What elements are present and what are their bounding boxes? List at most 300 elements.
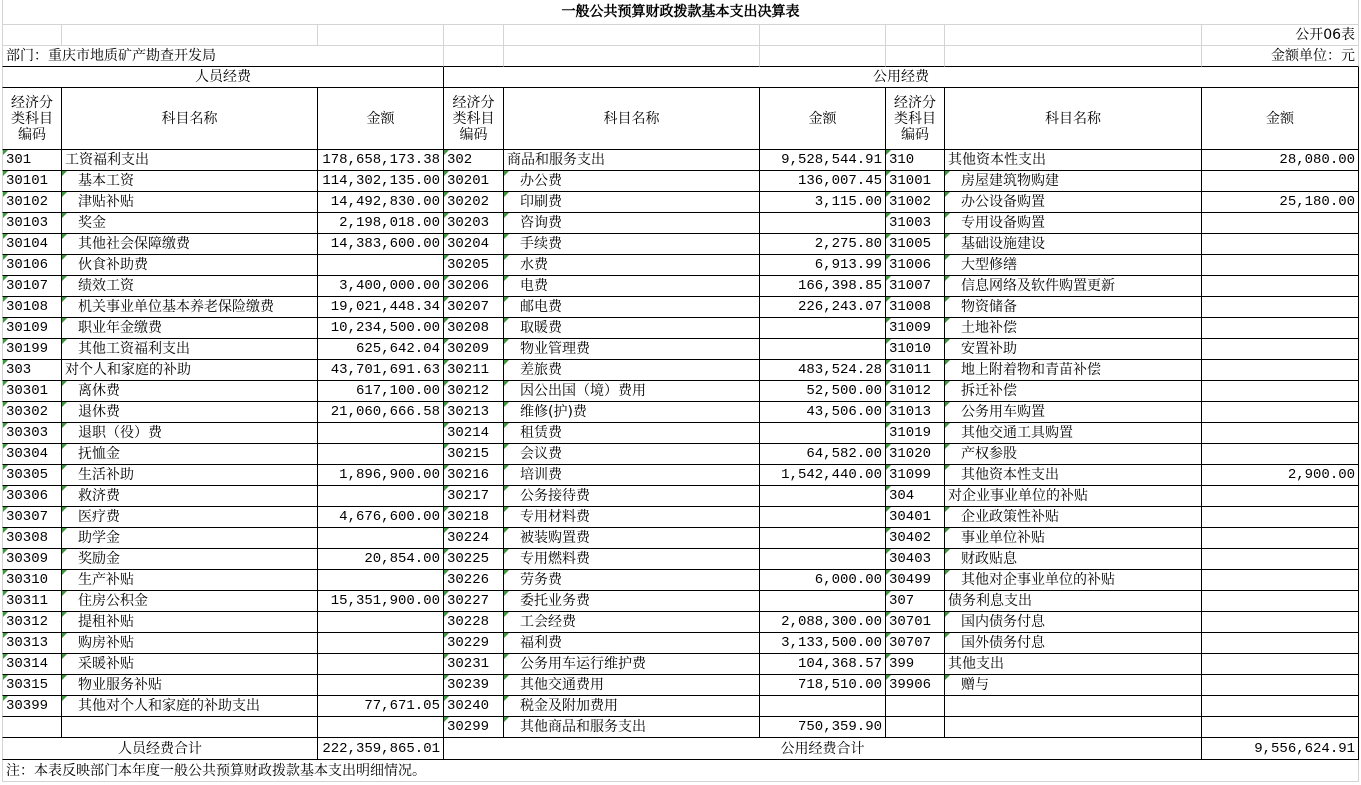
empty-cell bbox=[945, 25, 1202, 46]
public-b-code-cell: 31001 bbox=[886, 171, 945, 192]
empty-cell bbox=[318, 570, 444, 591]
public-a-name-cell: 专用燃料费 bbox=[504, 549, 760, 570]
empty-cell bbox=[886, 696, 945, 717]
public-b-name-cell: 大型修缮 bbox=[945, 255, 1202, 276]
public-a-name-cell: 被装购置费 bbox=[504, 528, 760, 549]
empty-cell bbox=[1202, 549, 1359, 570]
table-row bbox=[2, 633, 1359, 654]
empty-cell bbox=[760, 528, 886, 549]
public-a-amount-cell: 3,133,500.00 bbox=[760, 633, 886, 654]
public-b-name-cell: 债务利息支出 bbox=[945, 591, 1202, 612]
totals-row bbox=[2, 738, 1359, 760]
public-a-amount-cell: 6,000.00 bbox=[760, 570, 886, 591]
public-b-name-cell: 公务用车购置 bbox=[945, 402, 1202, 423]
empty-cell bbox=[318, 255, 444, 276]
public-b-name-cell: 其他对企事业单位的补贴 bbox=[945, 570, 1202, 591]
personnel-code-cell: 30399 bbox=[2, 696, 62, 717]
public-a-name-cell: 差旅费 bbox=[504, 360, 760, 381]
public-a-name-cell: 租赁费 bbox=[504, 423, 760, 444]
public-a-code-header bbox=[444, 88, 504, 150]
empty-cell bbox=[1202, 381, 1359, 402]
personnel-amount-cell: 14,383,600.00 bbox=[318, 234, 444, 255]
public-b-code-cell: 310 bbox=[886, 150, 945, 171]
personnel-code-cell: 30104 bbox=[2, 234, 62, 255]
public-a-amount-cell: 52,500.00 bbox=[760, 381, 886, 402]
empty-cell bbox=[1202, 591, 1359, 612]
table-row bbox=[2, 675, 1359, 696]
public-b-name-cell: 基础设施建设 bbox=[945, 234, 1202, 255]
public-a-name-cell: 工会经费 bbox=[504, 612, 760, 633]
public-a-name-cell: 取暖费 bbox=[504, 318, 760, 339]
table-row bbox=[2, 360, 1359, 381]
empty-cell bbox=[318, 444, 444, 465]
public-b-code-cell: 31005 bbox=[886, 234, 945, 255]
public-a-name-cell: 专用材料费 bbox=[504, 507, 760, 528]
public-a-code-cell: 30214 bbox=[444, 423, 504, 444]
empty-cell bbox=[760, 486, 886, 507]
public-a-amount-cell: 166,398.85 bbox=[760, 276, 886, 297]
public-a-code-cell: 30204 bbox=[444, 234, 504, 255]
code-header-label: 经济分类科目编码 bbox=[452, 94, 495, 143]
empty-cell bbox=[444, 46, 504, 67]
personnel-amount-cell: 2,198,018.00 bbox=[318, 213, 444, 234]
personnel-code-cell: 30315 bbox=[2, 675, 62, 696]
code-header-label: 经济分类科目编码 bbox=[894, 94, 936, 143]
table-row bbox=[2, 150, 1359, 171]
personnel-amount-cell: 617,100.00 bbox=[318, 381, 444, 402]
personnel-amount-cell: 3,400,000.00 bbox=[318, 276, 444, 297]
public-b-code-cell: 304 bbox=[886, 486, 945, 507]
public-b-name-cell: 国内债务付息 bbox=[945, 612, 1202, 633]
public-a-name-cell: 维修(护)费 bbox=[504, 402, 760, 423]
table-row bbox=[2, 234, 1359, 255]
empty-cell bbox=[1202, 633, 1359, 654]
public-b-code-header bbox=[886, 88, 945, 150]
public-a-name-cell: 商品和服务支出 bbox=[504, 150, 760, 171]
personnel-name-cell: 其他工资福利支出 bbox=[62, 339, 318, 360]
personnel-code-cell: 30109 bbox=[2, 318, 62, 339]
personnel-name-cell: 职业年金缴费 bbox=[62, 318, 318, 339]
public-b-name-cell: 专用设备购置 bbox=[945, 213, 1202, 234]
public-b-name-cell: 其他交通工具购置 bbox=[945, 423, 1202, 444]
personnel-name-cell: 救济费 bbox=[62, 486, 318, 507]
public-b-code-cell: 39906 bbox=[886, 675, 945, 696]
empty-cell bbox=[1202, 213, 1359, 234]
public-a-code-cell: 30212 bbox=[444, 381, 504, 402]
public-total-label: 公用经费合计 bbox=[444, 738, 1202, 760]
empty-cell bbox=[760, 507, 886, 528]
public-a-name-cell: 福利费 bbox=[504, 633, 760, 654]
empty-cell bbox=[2, 25, 62, 46]
public-b-code-cell: 30403 bbox=[886, 549, 945, 570]
department-row bbox=[2, 46, 1359, 67]
public-b-code-cell: 31010 bbox=[886, 339, 945, 360]
personnel-name-cell: 奖金 bbox=[62, 213, 318, 234]
public-b-name-cell: 其他资本性支出 bbox=[945, 150, 1202, 171]
table-body bbox=[2, 150, 1359, 738]
public-a-name-cell: 因公出国（境）费用 bbox=[504, 381, 760, 402]
table-row bbox=[2, 171, 1359, 192]
sheet-header bbox=[2, 0, 1359, 150]
public-a-name-cell: 其他交通费用 bbox=[504, 675, 760, 696]
personnel-code-cell: 30307 bbox=[2, 507, 62, 528]
personnel-code-cell: 30303 bbox=[2, 423, 62, 444]
public-b-code-cell: 307 bbox=[886, 591, 945, 612]
personnel-code-cell: 30309 bbox=[2, 549, 62, 570]
public-a-name-cell: 电费 bbox=[504, 276, 760, 297]
table-row bbox=[2, 192, 1359, 213]
personnel-code-cell: 30305 bbox=[2, 465, 62, 486]
empty-cell bbox=[1202, 171, 1359, 192]
table-row bbox=[2, 444, 1359, 465]
personnel-name-cell: 津贴补贴 bbox=[62, 192, 318, 213]
public-b-name-header: 科目名称 bbox=[945, 88, 1202, 150]
personnel-code-cell: 30103 bbox=[2, 213, 62, 234]
empty-cell bbox=[945, 717, 1202, 738]
title-row bbox=[2, 0, 1359, 25]
public-b-code-cell: 399 bbox=[886, 654, 945, 675]
personnel-code-cell: 30313 bbox=[2, 633, 62, 654]
public-a-amount-cell: 104,368.57 bbox=[760, 654, 886, 675]
table-row bbox=[2, 528, 1359, 549]
empty-cell bbox=[444, 25, 504, 46]
public-a-name-cell: 会议费 bbox=[504, 444, 760, 465]
personnel-code-cell: 30310 bbox=[2, 570, 62, 591]
empty-cell bbox=[1202, 654, 1359, 675]
public-a-amount-cell: 3,115.00 bbox=[760, 192, 886, 213]
public-b-code-cell: 30707 bbox=[886, 633, 945, 654]
empty-cell bbox=[1202, 234, 1359, 255]
personnel-amount-cell: 14,492,830.00 bbox=[318, 192, 444, 213]
personnel-code-cell: 30302 bbox=[2, 402, 62, 423]
public-b-amount-cell: 25,180.00 bbox=[1202, 192, 1359, 213]
personnel-name-cell: 工资福利支出 bbox=[62, 150, 318, 171]
table-row bbox=[2, 654, 1359, 675]
empty-cell bbox=[760, 549, 886, 570]
public-a-code-cell: 30225 bbox=[444, 549, 504, 570]
personnel-name-cell: 助学金 bbox=[62, 528, 318, 549]
public-b-name-cell: 房屋建筑物购建 bbox=[945, 171, 1202, 192]
public-b-code-cell: 31019 bbox=[886, 423, 945, 444]
empty-cell bbox=[318, 633, 444, 654]
public-b-name-cell: 事业单位补贴 bbox=[945, 528, 1202, 549]
public-a-name-cell: 劳务费 bbox=[504, 570, 760, 591]
public-a-code-cell: 30207 bbox=[444, 297, 504, 318]
public-b-code-cell: 31008 bbox=[886, 297, 945, 318]
table-row bbox=[2, 486, 1359, 507]
personnel-code-cell: 30312 bbox=[2, 612, 62, 633]
public-b-name-cell: 信息网络及软件购置更新 bbox=[945, 276, 1202, 297]
public-a-amount-cell: 718,510.00 bbox=[760, 675, 886, 696]
empty-cell bbox=[760, 318, 886, 339]
empty-cell bbox=[1202, 675, 1359, 696]
public-a-code-cell: 30224 bbox=[444, 528, 504, 549]
public-a-amount-cell: 750,359.90 bbox=[760, 717, 886, 738]
table-row bbox=[2, 570, 1359, 591]
personnel-name-cell: 奖励金 bbox=[62, 549, 318, 570]
public-b-code-cell: 31011 bbox=[886, 360, 945, 381]
public-b-name-cell: 赠与 bbox=[945, 675, 1202, 696]
personnel-amount-cell: 20,854.00 bbox=[318, 549, 444, 570]
public-b-code-cell: 31003 bbox=[886, 213, 945, 234]
empty-cell bbox=[504, 25, 760, 46]
public-b-code-cell: 31020 bbox=[886, 444, 945, 465]
public-a-code-cell: 30240 bbox=[444, 696, 504, 717]
public-a-amount-cell: 226,243.07 bbox=[760, 297, 886, 318]
personnel-name-cell: 其他社会保障缴费 bbox=[62, 234, 318, 255]
public-a-code-cell: 30226 bbox=[444, 570, 504, 591]
empty-cell bbox=[886, 25, 945, 46]
personnel-amount-cell: 4,676,600.00 bbox=[318, 507, 444, 528]
table-row bbox=[2, 381, 1359, 402]
empty-cell bbox=[1202, 444, 1359, 465]
public-b-name-cell: 产权参股 bbox=[945, 444, 1202, 465]
public-a-code-cell: 30213 bbox=[444, 402, 504, 423]
public-a-name-cell: 水费 bbox=[504, 255, 760, 276]
empty-cell bbox=[1202, 612, 1359, 633]
empty-cell bbox=[1202, 570, 1359, 591]
empty-cell bbox=[760, 46, 886, 67]
table-row bbox=[2, 213, 1359, 234]
table-row bbox=[2, 297, 1359, 318]
personnel-name-cell: 提租补贴 bbox=[62, 612, 318, 633]
personnel-name-cell: 生活补助 bbox=[62, 465, 318, 486]
public-b-code-cell: 31009 bbox=[886, 318, 945, 339]
public-a-name-cell: 印刷费 bbox=[504, 192, 760, 213]
personnel-amount-cell: 19,021,448.34 bbox=[318, 297, 444, 318]
personnel-code-cell: 303 bbox=[2, 360, 62, 381]
personnel-name-cell: 退休费 bbox=[62, 402, 318, 423]
personnel-group-header: 人员经费 bbox=[2, 67, 444, 88]
public-total-amount: 9,556,624.91 bbox=[1202, 738, 1359, 760]
empty-cell bbox=[945, 696, 1202, 717]
public-b-name-cell: 地上附着物和青苗补偿 bbox=[945, 360, 1202, 381]
personnel-code-cell: 30101 bbox=[2, 171, 62, 192]
public-a-name-cell: 培训费 bbox=[504, 465, 760, 486]
table-number: 公开06表 bbox=[1202, 25, 1359, 46]
empty-cell bbox=[318, 654, 444, 675]
public-a-code-cell: 30206 bbox=[444, 276, 504, 297]
empty-cell bbox=[2, 717, 62, 738]
empty-cell bbox=[1202, 318, 1359, 339]
table-row bbox=[2, 423, 1359, 444]
empty-cell bbox=[318, 486, 444, 507]
public-a-name-cell: 物业管理费 bbox=[504, 339, 760, 360]
table-row bbox=[2, 696, 1359, 717]
personnel-amount-cell: 10,234,500.00 bbox=[318, 318, 444, 339]
public-b-name-cell: 办公设备购置 bbox=[945, 192, 1202, 213]
personnel-amount-cell: 77,671.05 bbox=[318, 696, 444, 717]
personnel-name-cell: 住房公积金 bbox=[62, 591, 318, 612]
personnel-amount-cell: 15,351,900.00 bbox=[318, 591, 444, 612]
footnote: 注：本表反映部门本年度一般公共预算财政拨款基本支出明细情况。 bbox=[2, 760, 1359, 782]
empty-cell bbox=[1202, 402, 1359, 423]
personnel-total-amount: 222,359,865.01 bbox=[318, 738, 444, 760]
personnel-name-cell: 物业服务补贴 bbox=[62, 675, 318, 696]
public-b-name-cell: 其他资本性支出 bbox=[945, 465, 1202, 486]
public-b-code-cell: 31013 bbox=[886, 402, 945, 423]
empty-cell bbox=[318, 675, 444, 696]
public-a-name-cell: 邮电费 bbox=[504, 297, 760, 318]
personnel-code-cell: 30308 bbox=[2, 528, 62, 549]
public-b-code-cell: 30499 bbox=[886, 570, 945, 591]
public-a-code-cell: 30227 bbox=[444, 591, 504, 612]
public-b-name-cell: 其他支出 bbox=[945, 654, 1202, 675]
public-a-code-cell: 30205 bbox=[444, 255, 504, 276]
personnel-name-cell: 机关事业单位基本养老保险缴费 bbox=[62, 297, 318, 318]
public-a-amount-cell: 64,582.00 bbox=[760, 444, 886, 465]
public-a-amount-cell: 6,913.99 bbox=[760, 255, 886, 276]
table-row bbox=[2, 255, 1359, 276]
public-a-name-cell: 税金及附加费用 bbox=[504, 696, 760, 717]
public-a-amount-cell: 9,528,544.91 bbox=[760, 150, 886, 171]
personnel-code-cell: 30199 bbox=[2, 339, 62, 360]
personnel-amount-cell: 114,302,135.00 bbox=[318, 171, 444, 192]
code-header-label: 经济分类科目编码 bbox=[11, 94, 53, 143]
public-a-name-cell: 手续费 bbox=[504, 234, 760, 255]
table-row bbox=[2, 612, 1359, 633]
personnel-amount-cell: 21,060,666.58 bbox=[318, 402, 444, 423]
empty-cell bbox=[318, 528, 444, 549]
personnel-name-cell: 购房补贴 bbox=[62, 633, 318, 654]
empty-cell bbox=[945, 46, 1202, 67]
table-row bbox=[2, 549, 1359, 570]
empty-cell bbox=[760, 591, 886, 612]
personnel-total-label: 人员经费合计 bbox=[2, 738, 318, 760]
public-a-code-cell: 30231 bbox=[444, 654, 504, 675]
public-a-name-cell: 办公费 bbox=[504, 171, 760, 192]
public-a-name-cell: 其他商品和服务支出 bbox=[504, 717, 760, 738]
public-b-name-cell: 土地补偿 bbox=[945, 318, 1202, 339]
empty-cell bbox=[760, 339, 886, 360]
public-a-code-cell: 30299 bbox=[444, 717, 504, 738]
public-a-name-cell: 委托业务费 bbox=[504, 591, 760, 612]
empty-cell bbox=[760, 213, 886, 234]
table-row bbox=[2, 465, 1359, 486]
public-a-amount-cell: 136,007.45 bbox=[760, 171, 886, 192]
public-a-code-cell: 30211 bbox=[444, 360, 504, 381]
personnel-code-cell: 30301 bbox=[2, 381, 62, 402]
department-label: 部门：重庆市地质矿产勘查开发局 bbox=[2, 46, 444, 67]
public-b-code-cell: 30401 bbox=[886, 507, 945, 528]
personnel-name-cell: 基本工资 bbox=[62, 171, 318, 192]
empty-cell bbox=[1202, 507, 1359, 528]
personnel-name-cell: 退职（役）费 bbox=[62, 423, 318, 444]
column-header-row bbox=[2, 88, 1359, 150]
empty-cell bbox=[1202, 696, 1359, 717]
public-a-name-cell: 咨询费 bbox=[504, 213, 760, 234]
public-a-code-cell: 30208 bbox=[444, 318, 504, 339]
public-b-code-cell: 31006 bbox=[886, 255, 945, 276]
empty-cell bbox=[504, 46, 760, 67]
personnel-name-cell: 伙食补助费 bbox=[62, 255, 318, 276]
sheet-footer bbox=[2, 738, 1359, 782]
public-b-amount-cell: 2,900.00 bbox=[1202, 465, 1359, 486]
public-b-code-cell: 31012 bbox=[886, 381, 945, 402]
empty-cell bbox=[1202, 276, 1359, 297]
public-a-code-cell: 30215 bbox=[444, 444, 504, 465]
public-b-code-cell: 31007 bbox=[886, 276, 945, 297]
public-b-name-cell: 物资储备 bbox=[945, 297, 1202, 318]
public-b-code-cell: 30402 bbox=[886, 528, 945, 549]
unit-label: 金额单位：元 bbox=[1202, 46, 1359, 67]
empty-cell bbox=[62, 25, 318, 46]
personnel-code-cell: 301 bbox=[2, 150, 62, 171]
personnel-code-cell: 30311 bbox=[2, 591, 62, 612]
empty-cell bbox=[1202, 297, 1359, 318]
table-row bbox=[2, 717, 1359, 738]
public-b-name-cell: 企业政策性补贴 bbox=[945, 507, 1202, 528]
public-a-amount-cell: 2,275.80 bbox=[760, 234, 886, 255]
empty-cell bbox=[1202, 255, 1359, 276]
empty-cell bbox=[1202, 528, 1359, 549]
empty-cell bbox=[318, 717, 444, 738]
personnel-code-cell: 30314 bbox=[2, 654, 62, 675]
personnel-code-cell: 30108 bbox=[2, 297, 62, 318]
note-row bbox=[2, 760, 1359, 782]
public-b-name-cell: 国外债务付息 bbox=[945, 633, 1202, 654]
page-title: 一般公共预算财政拨款基本支出决算表 bbox=[2, 0, 1359, 25]
table-row bbox=[2, 507, 1359, 528]
empty-cell bbox=[760, 696, 886, 717]
personnel-amount-cell: 625,642.04 bbox=[318, 339, 444, 360]
empty-cell bbox=[886, 717, 945, 738]
public-b-amount-cell: 28,080.00 bbox=[1202, 150, 1359, 171]
personnel-name-cell: 其他对个人和家庭的补助支出 bbox=[62, 696, 318, 717]
personnel-code-cell: 30304 bbox=[2, 444, 62, 465]
public-a-code-cell: 30209 bbox=[444, 339, 504, 360]
personnel-name-header: 科目名称 bbox=[62, 88, 318, 150]
public-a-code-cell: 30229 bbox=[444, 633, 504, 654]
empty-cell bbox=[1202, 423, 1359, 444]
public-a-name-header: 科目名称 bbox=[504, 88, 760, 150]
public-a-code-cell: 30218 bbox=[444, 507, 504, 528]
empty-cell bbox=[1202, 339, 1359, 360]
table-row bbox=[2, 339, 1359, 360]
personnel-name-cell: 绩效工资 bbox=[62, 276, 318, 297]
public-a-code-cell: 30228 bbox=[444, 612, 504, 633]
public-a-code-cell: 30217 bbox=[444, 486, 504, 507]
public-a-amount-cell: 1,542,440.00 bbox=[760, 465, 886, 486]
public-b-name-cell: 拆迁补偿 bbox=[945, 381, 1202, 402]
public-a-name-cell: 公务接待费 bbox=[504, 486, 760, 507]
empty-cell bbox=[318, 423, 444, 444]
empty-cell bbox=[318, 25, 444, 46]
empty-cell bbox=[760, 25, 886, 46]
group-header-row bbox=[2, 67, 1359, 88]
public-a-code-cell: 30202 bbox=[444, 192, 504, 213]
public-a-amount-cell: 43,506.00 bbox=[760, 402, 886, 423]
table-number-row bbox=[2, 25, 1359, 46]
public-a-code-cell: 30216 bbox=[444, 465, 504, 486]
public-a-code-cell: 302 bbox=[444, 150, 504, 171]
table-row bbox=[2, 276, 1359, 297]
public-b-name-cell: 财政贴息 bbox=[945, 549, 1202, 570]
public-b-name-cell: 对企业事业单位的补贴 bbox=[945, 486, 1202, 507]
public-b-name-cell: 安置补助 bbox=[945, 339, 1202, 360]
personnel-amount-cell: 1,896,900.00 bbox=[318, 465, 444, 486]
personnel-code-cell: 30306 bbox=[2, 486, 62, 507]
public-a-amount-header: 金额 bbox=[760, 88, 886, 150]
public-b-code-cell: 31002 bbox=[886, 192, 945, 213]
public-a-code-cell: 30201 bbox=[444, 171, 504, 192]
public-a-name-cell: 公务用车运行维护费 bbox=[504, 654, 760, 675]
empty-cell bbox=[886, 46, 945, 67]
personnel-code-header bbox=[2, 88, 62, 150]
personnel-name-cell: 采暖补贴 bbox=[62, 654, 318, 675]
personnel-amount-cell: 178,658,173.38 bbox=[318, 150, 444, 171]
personnel-code-cell: 30107 bbox=[2, 276, 62, 297]
